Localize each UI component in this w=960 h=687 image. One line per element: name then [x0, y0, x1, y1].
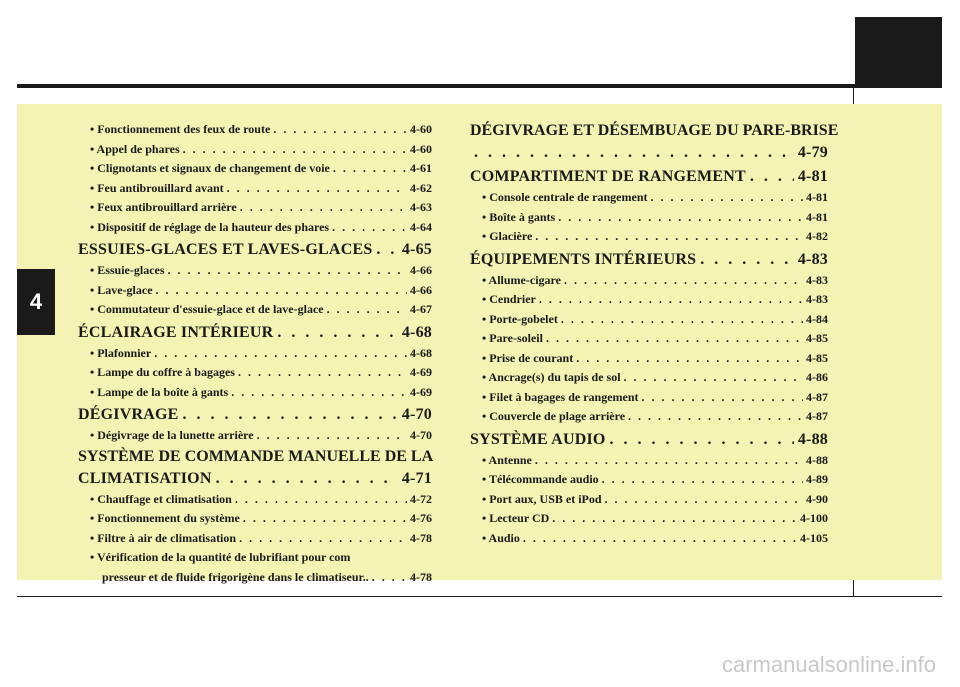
- toc-item-label: • Filet à bagages de rangement: [482, 389, 639, 404]
- page-number: 4-87: [806, 409, 828, 423]
- toc-item-label: • Télécommande audio: [482, 472, 599, 486]
- corner-block: [855, 17, 942, 84]
- dot-leader: [564, 271, 803, 291]
- toc-section-row[interactable]: [470, 429, 828, 451]
- toc-item-label: • Lampe de la boîte à gants: [90, 384, 229, 399]
- page-number: 4-81: [806, 209, 828, 224]
- page-number: 4-66: [410, 263, 432, 277]
- toc-item-label: • Fonctionnement des feux de route: [90, 122, 271, 136]
- toc-item-row[interactable]: [78, 300, 432, 320]
- toc-item-row[interactable]: [78, 218, 432, 238]
- dot-leader: [182, 404, 397, 426]
- toc-item-label: • Boîte à gants: [482, 209, 556, 224]
- toc-section-row[interactable]: [470, 166, 828, 188]
- toc-item-row[interactable]: [470, 329, 828, 349]
- toc-item-row[interactable]: [78, 120, 432, 140]
- toc-item-row[interactable]: [470, 290, 828, 310]
- toc-item-label: • Dégivrage de la lunette arrière: [90, 428, 254, 442]
- toc-item-label: • Porte-gobelet: [482, 311, 558, 326]
- dot-leader: [535, 451, 803, 471]
- toc-item-label: • Audio: [482, 530, 520, 545]
- dot-leader: [235, 490, 407, 510]
- page-number: 4-60: [410, 141, 432, 156]
- page-number: 4-78: [410, 569, 432, 584]
- dot-leader: [628, 407, 803, 427]
- dot-leader: [523, 529, 797, 549]
- toc-section-row[interactable]: [78, 322, 432, 344]
- toc-item-label: • Lampe du coffre à bagages: [90, 365, 235, 379]
- toc-section-label: ÉQUIPEMENTS INTÉRIEURS: [470, 250, 697, 268]
- dot-leader: [602, 470, 803, 490]
- toc-item-row[interactable]: [78, 568, 432, 588]
- toc-item-first-line: • Vérification de la quantité de lubrifiant pour com: [90, 550, 351, 564]
- dot-leader: [546, 329, 803, 349]
- page-number: 4-70: [401, 406, 432, 423]
- page-number: 4-68: [401, 323, 432, 341]
- toc-item-row[interactable]: [470, 470, 828, 490]
- toc-item-label: • Lecteur CD: [482, 511, 550, 525]
- page-number: 4-66: [410, 282, 432, 297]
- toc-item-row[interactable]: [78, 490, 432, 510]
- toc-section-row[interactable]: [470, 249, 828, 271]
- toc-item-row[interactable]: [470, 188, 828, 208]
- toc-section-row[interactable]: [78, 404, 432, 426]
- toc-item-label: • Port aux, USB et iPod: [482, 491, 602, 506]
- toc-item-row[interactable]: [470, 349, 828, 369]
- page-number: 4-89: [806, 472, 828, 486]
- toc-item-label: • Commutateur d'essuie-glace et de lave-glace: [90, 302, 324, 316]
- page-number: 4-78: [410, 530, 432, 545]
- dot-leader: [216, 468, 398, 490]
- page-number: 4-87: [806, 389, 828, 404]
- dot-leader: [231, 383, 407, 403]
- toc-item-row[interactable]: [470, 388, 828, 408]
- toc-item-row[interactable]: [470, 451, 828, 471]
- dot-leader: [156, 281, 407, 301]
- toc-item-row[interactable]: [470, 310, 828, 330]
- toc-item-row[interactable]: [78, 198, 432, 218]
- toc-section-label: ESSUIES-GLACES ET LAVES-GLACES: [78, 241, 373, 258]
- dot-leader: [700, 249, 794, 271]
- toc-item-label: • Fonctionnement du système: [90, 511, 240, 525]
- toc-section-title: DÉGIVRAGE ET DÉSEMBUAGE DU PARE-BRISE: [470, 122, 839, 139]
- dot-leader: [558, 208, 803, 228]
- toc-section-row[interactable]: [78, 239, 432, 261]
- page-number: 4-81: [797, 168, 828, 185]
- page-number: 4-67: [410, 302, 432, 316]
- dot-leader: [273, 120, 407, 140]
- dot-leader: [539, 290, 803, 310]
- footer-rule: [17, 596, 942, 597]
- toc-item-row[interactable]: [78, 281, 432, 301]
- toc-item-row[interactable]: [78, 179, 432, 199]
- dot-leader: [576, 349, 803, 369]
- toc-section-label: SYSTÈME AUDIO: [470, 430, 606, 448]
- toc-section-label: CLIMATISATION: [78, 469, 212, 487]
- page-number: 4-83: [806, 292, 828, 306]
- toc-item-label: • Cendrier: [482, 292, 536, 306]
- toc-section-title: SYSTÈME DE COMMANDE MANUELLE DE LA: [78, 447, 434, 465]
- toc-left-column: [78, 120, 432, 587]
- dot-leader: [168, 261, 407, 281]
- toc-item-label: • Plafonnier: [90, 345, 152, 360]
- toc-item-label: • Feu antibrouillard avant: [90, 180, 224, 195]
- page-number: 4-71: [401, 469, 432, 487]
- page-number: 4-79: [797, 144, 828, 161]
- dot-leader: [183, 140, 407, 160]
- toc-item-row[interactable]: [78, 529, 432, 549]
- page-number: 4-61: [410, 161, 432, 175]
- toc-item-row[interactable]: [470, 271, 828, 291]
- toc-item-row[interactable]: [78, 261, 432, 281]
- toc-item-row[interactable]: [470, 490, 828, 510]
- dot-leader: [624, 368, 803, 388]
- dot-leader: [605, 490, 803, 510]
- page-number: 4-85: [806, 350, 828, 365]
- page-number: 4-83: [797, 250, 828, 268]
- dot-leader: [243, 509, 407, 529]
- dot-leader: [372, 568, 407, 588]
- page-number: 4-105: [800, 530, 828, 545]
- toc-item-label: • Prise de courant: [482, 350, 574, 365]
- toc-item-label: • Ancrage(s) du tapis de sol: [482, 370, 621, 384]
- page-number: 4-88: [797, 430, 828, 448]
- page-number: 4-72: [410, 491, 432, 506]
- page-number: 4-84: [806, 311, 828, 326]
- page-number: 4-83: [806, 272, 828, 287]
- toc-item-row[interactable]: [78, 363, 432, 383]
- dot-leader: [651, 188, 804, 208]
- dot-leader: [561, 310, 803, 330]
- toc-item-row[interactable]: [78, 159, 432, 179]
- dot-leader: [535, 227, 803, 247]
- page-number: 4-63: [410, 200, 432, 214]
- page-number: 4-88: [806, 452, 828, 467]
- toc-item-label: • Essuie-glaces: [90, 263, 165, 277]
- toc-item-row[interactable]: [78, 426, 432, 446]
- toc-item-label: • Feux antibrouillard arrière: [90, 200, 237, 214]
- toc-item-row[interactable]: [470, 368, 828, 388]
- chapter-tab: 4: [17, 269, 55, 335]
- page-number: 4-69: [410, 384, 432, 399]
- toc-item-row[interactable]: [470, 509, 828, 529]
- dot-leader: [240, 198, 407, 218]
- toc-item-row[interactable]: [470, 208, 828, 228]
- toc-item-row[interactable]: [78, 509, 432, 529]
- toc-item-row[interactable]: [470, 227, 828, 247]
- dot-leader: [257, 426, 407, 446]
- toc-item-label: • Pare-soleil: [482, 331, 543, 345]
- toc-item-label: • Couvercle de plage arrière: [482, 409, 626, 423]
- toc-item-row[interactable]: [470, 407, 828, 427]
- toc-item-label: • Antenne: [482, 452, 532, 467]
- page-number: 4-69: [410, 365, 432, 379]
- page-number: 4-68: [410, 345, 432, 360]
- toc-item-label: • Clignotants et signaux de changement de voie: [90, 161, 330, 175]
- dot-leader: [474, 142, 794, 164]
- dot-leader: [376, 239, 397, 261]
- page-number: 4-82: [806, 229, 828, 243]
- toc-item-label: • Dispositif de réglage de la hauteur des phares: [90, 219, 330, 234]
- dot-leader: [277, 322, 397, 344]
- dot-leader: [552, 509, 797, 529]
- page-number: 4-90: [806, 491, 828, 506]
- toc-item-row[interactable]: [78, 344, 432, 364]
- dot-leader: [332, 218, 407, 238]
- dot-leader: [333, 159, 407, 179]
- page-number: 4-64: [410, 219, 432, 234]
- dot-leader: [227, 179, 407, 199]
- toc-section-label: COMPARTIMENT DE RANGEMENT: [470, 168, 746, 185]
- dot-leader: [327, 300, 407, 320]
- page-number: 4-70: [410, 428, 432, 442]
- toc-section-row[interactable]: [470, 142, 828, 164]
- dot-leader: [238, 363, 407, 383]
- toc-item-label: • Chauffage et climatisation: [90, 491, 232, 506]
- toc-section-label: DÉGIVRAGE: [78, 406, 179, 423]
- page-number: 4-60: [410, 122, 432, 136]
- page-number: 4-65: [401, 241, 432, 258]
- toc-item-label: • Allume-cigare: [482, 272, 561, 287]
- toc-item-label: • Console centrale de rangement: [482, 190, 648, 204]
- header-rule: [17, 84, 942, 88]
- toc-item-row[interactable]: [78, 383, 432, 403]
- toc-item-row[interactable]: [470, 529, 828, 549]
- toc-section-row[interactable]: [78, 468, 432, 490]
- dot-leader: [642, 388, 803, 408]
- page-number: 4-62: [410, 180, 432, 195]
- dot-leader: [610, 429, 794, 451]
- dot-leader: [239, 529, 407, 549]
- dot-leader: [154, 344, 407, 364]
- dot-leader: [750, 166, 794, 188]
- toc-section-label: ÉCLAIRAGE INTÉRIEUR: [78, 323, 274, 341]
- page-number: 4-85: [806, 331, 828, 345]
- toc-item-label: • Lave-glace: [90, 282, 153, 297]
- page-number: 4-100: [800, 511, 828, 525]
- toc-item-label: • Glacière: [482, 229, 533, 243]
- page-number: 4-81: [806, 190, 828, 204]
- watermark: carmanualsonline.info: [721, 652, 936, 677]
- toc-right-column: [470, 120, 839, 548]
- toc-item-row[interactable]: [78, 140, 432, 160]
- toc-item-label: • Filtre à air de climatisation: [90, 530, 237, 545]
- toc-item-label: • Appel de phares: [90, 141, 180, 156]
- page-number: 4-86: [806, 370, 828, 384]
- toc-item-label: presseur et de fluide frigorigène dans le climatiseur..: [102, 569, 369, 584]
- page-number: 4-76: [410, 511, 432, 525]
